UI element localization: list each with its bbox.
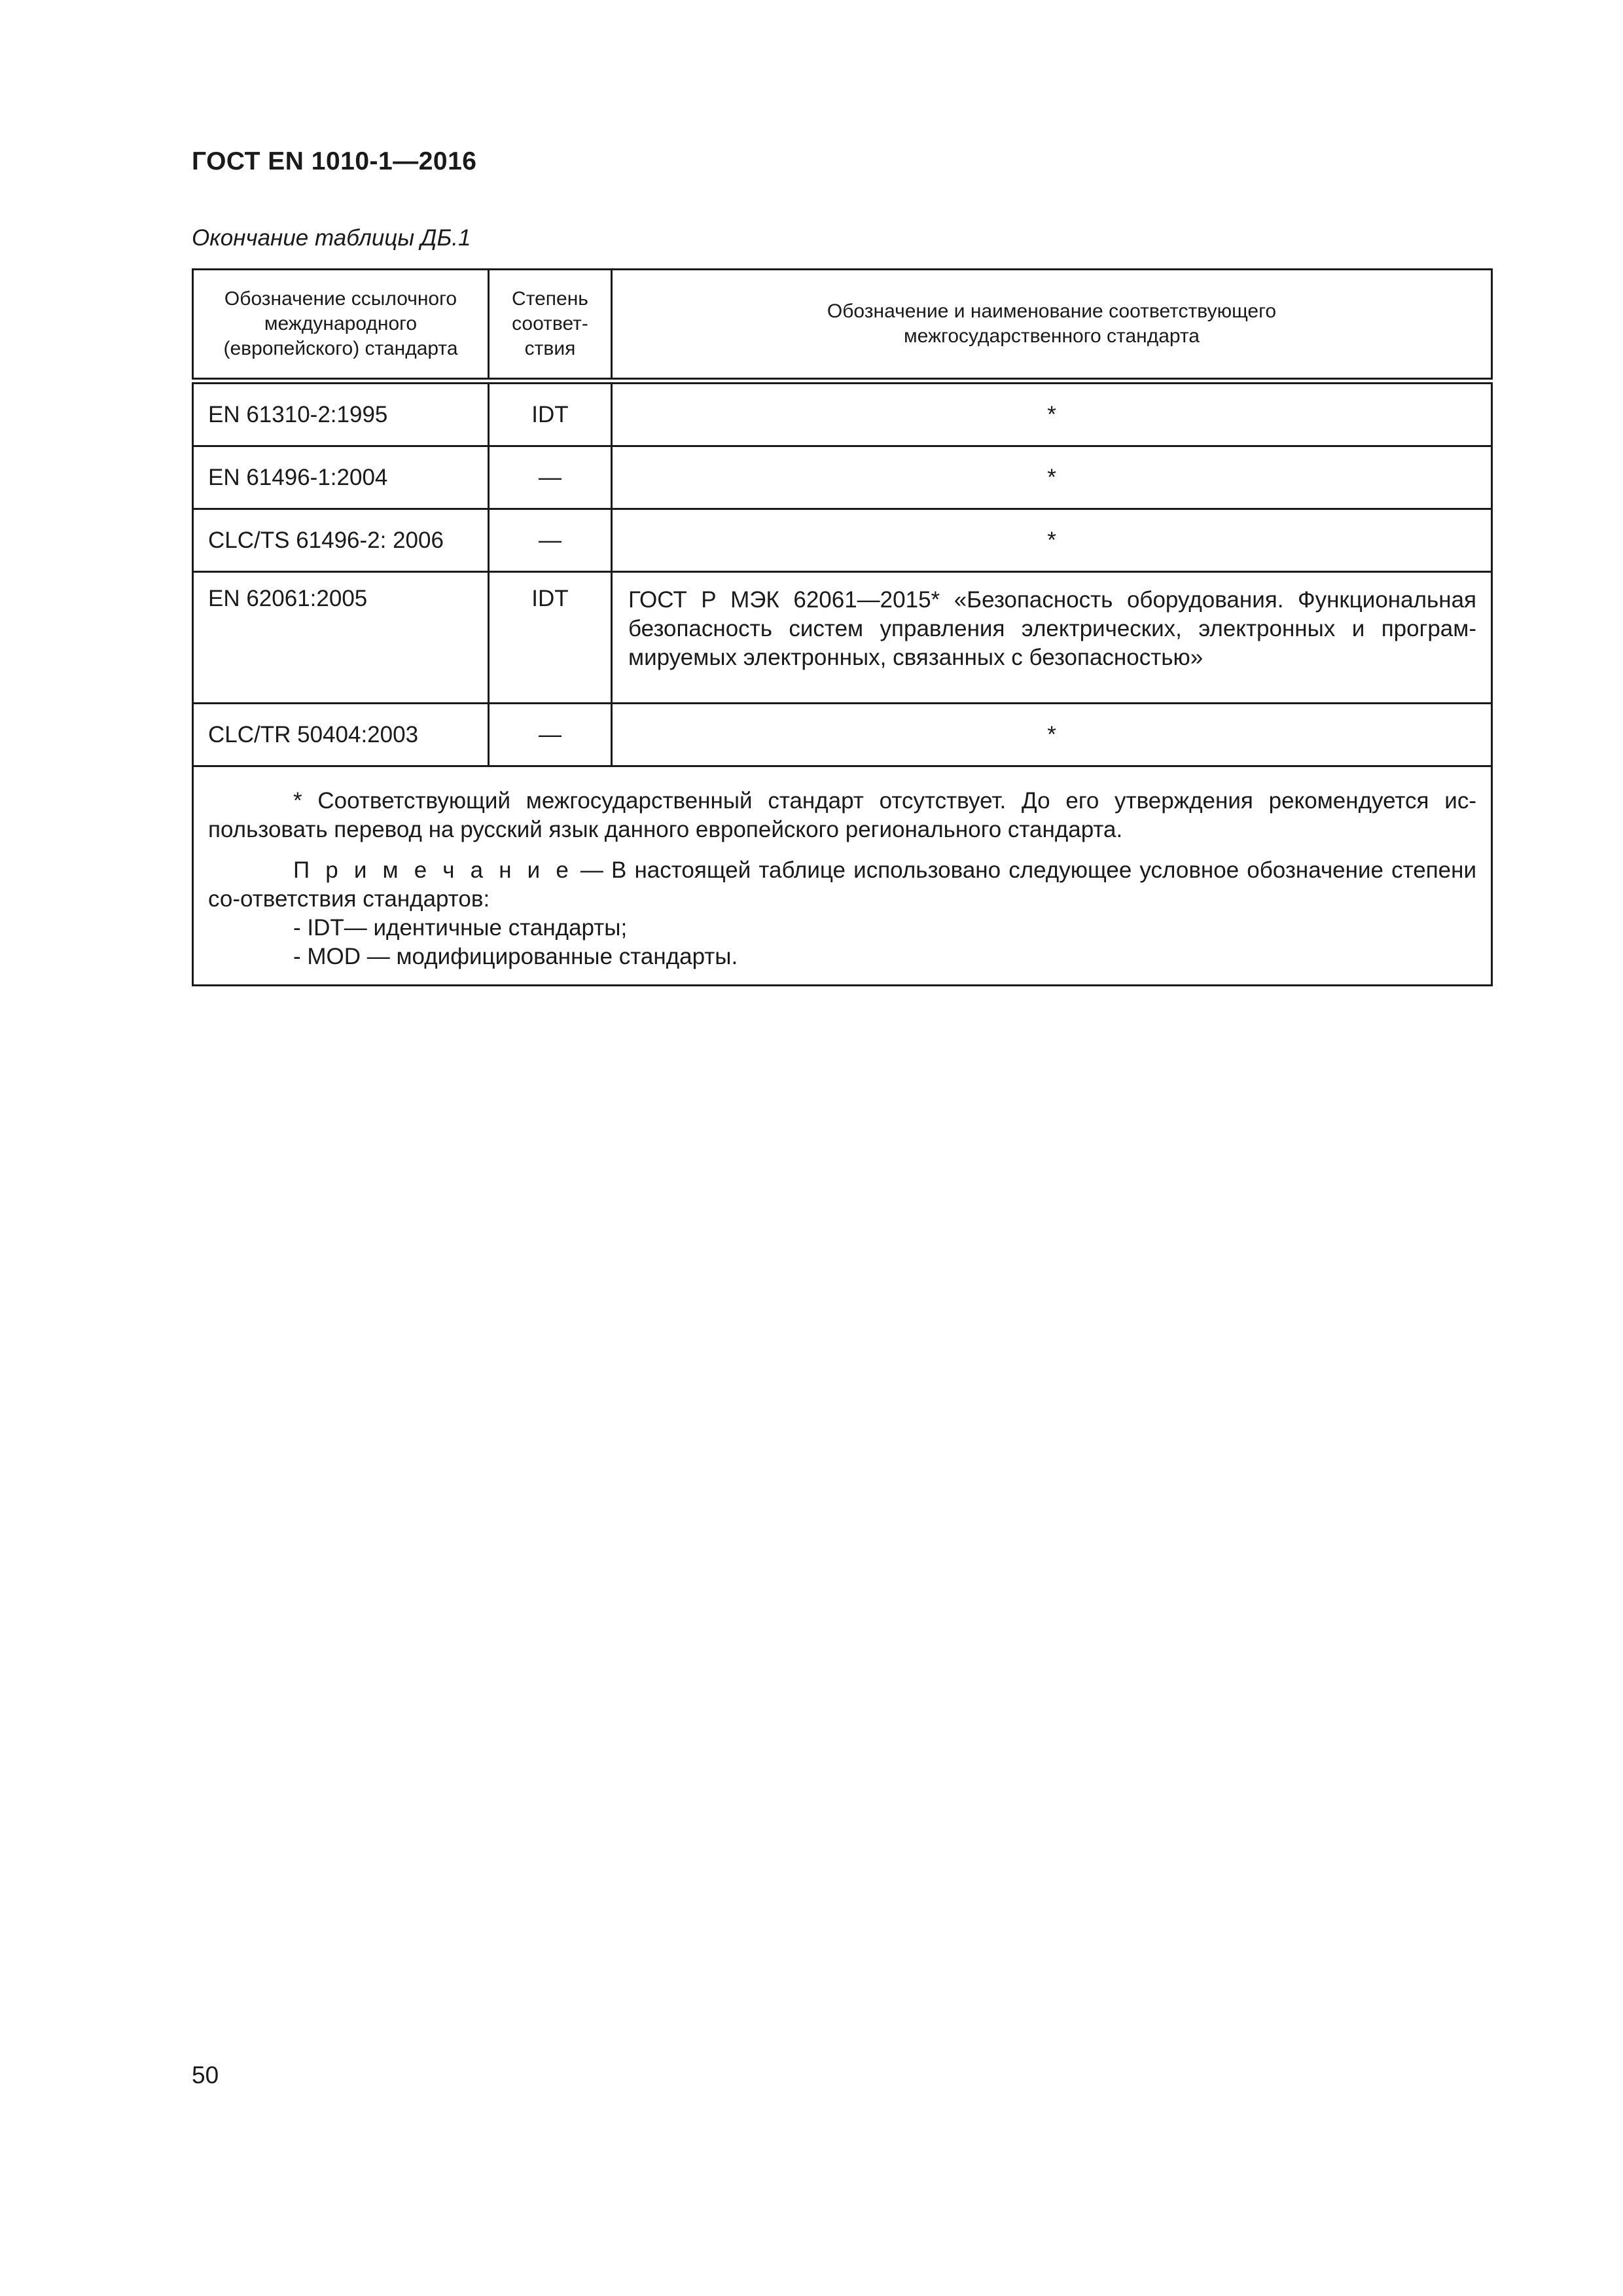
header-interstate-standard: Обозначение и наименование соответствующего межгосударственного стандарта (612, 270, 1492, 382)
cell-name: ГОСТ Р МЭК 62061—2015* «Безопасность оборудования. Функциональная безопасность систем управления электрических, электронных и програм-мируемых электронных, связанных с безопасностью» (612, 572, 1492, 704)
note-text: — В настоящей таблице использовано следующее условное обозначение степени со-ответствия стандартов: (208, 857, 1476, 912)
note-label: П р и м е ч а н и е (293, 857, 573, 883)
footnote: * Соответствующий межгосударственный стандарт отсутствует. До его утверждения рекомендуется ис-пользовать перевод на русский язык данного европейского регионального стандарта. (208, 788, 1476, 842)
table-row (193, 704, 1492, 766)
cell-standard: EN 62061:2005 (193, 572, 489, 704)
cell-name: * (612, 704, 1492, 766)
cell-standard: EN 61310-2:1995 (193, 381, 489, 446)
page-number: 50 (192, 2062, 219, 2089)
header-reference-standard: Обозначение ссылочного международного (европейского) стандарта (193, 270, 489, 382)
table-row (193, 446, 1492, 509)
table-header-row (193, 270, 1492, 382)
cell-standard: CLC/TS 61496-2: 2006 (193, 509, 489, 572)
note-list-item: - MOD — модифицированные стандарты. (293, 944, 738, 969)
cell-degree: — (489, 509, 612, 572)
header-degree: Степень соответ-ствия (489, 270, 612, 382)
cell-degree: — (489, 704, 612, 766)
table-row (193, 381, 1492, 446)
note (208, 856, 1476, 914)
cell-name: * (612, 446, 1492, 509)
cell-name: * (612, 509, 1492, 572)
cell-standard: CLC/TR 50404:2003 (193, 704, 489, 766)
table-caption: Окончание таблицы ДБ.1 (192, 225, 471, 251)
table-notes-row (193, 766, 1492, 986)
note-list-item: - IDT— идентичные стандарты; (293, 915, 628, 941)
document-header: ГОСТ EN 1010-1—2016 (192, 147, 477, 175)
cell-degree: — (489, 446, 612, 509)
notes-cell (193, 766, 1492, 986)
table-row (193, 572, 1492, 704)
standards-table (192, 268, 1491, 983)
cell-standard: EN 61496-1:2004 (193, 446, 489, 509)
cell-name: * (612, 381, 1492, 446)
cell-degree: IDT (489, 381, 612, 446)
cell-degree: IDT (489, 572, 612, 704)
table-row (193, 509, 1492, 572)
